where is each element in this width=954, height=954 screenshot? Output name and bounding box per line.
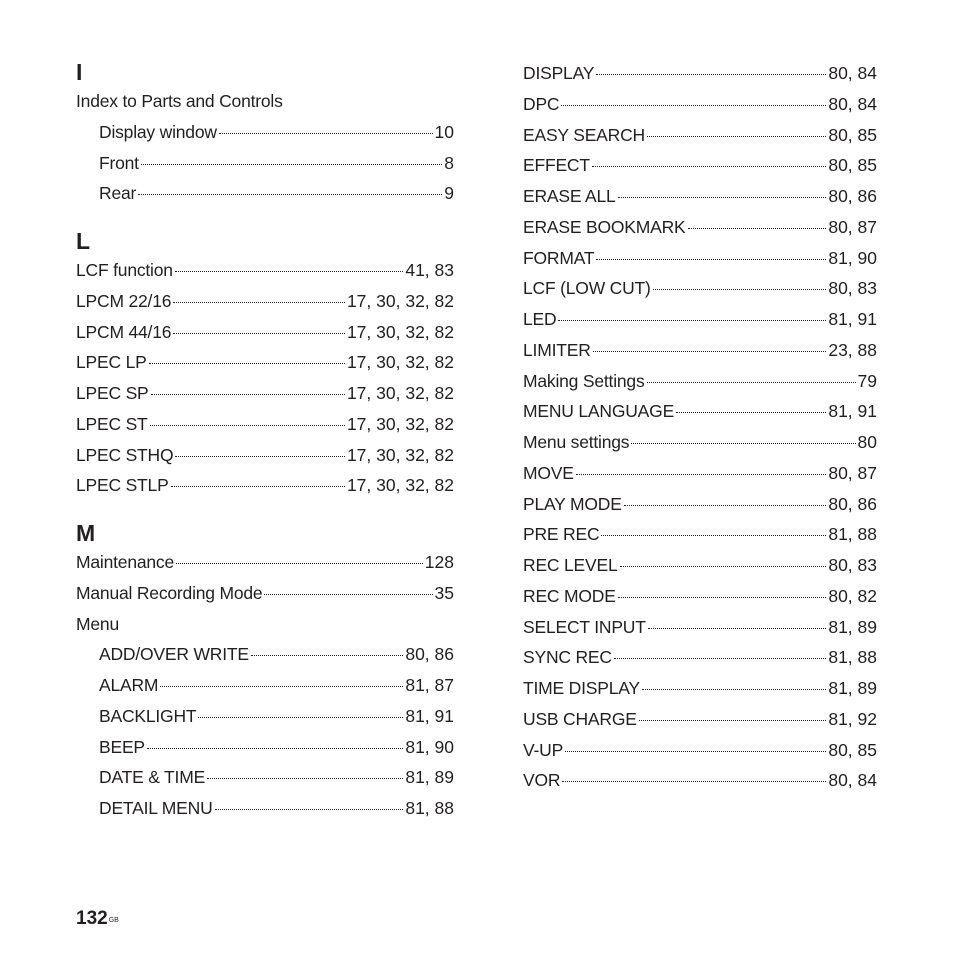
dot-leader	[149, 362, 345, 364]
index-page-refs: 81, 90	[405, 736, 454, 757]
index-entry	[523, 735, 877, 766]
dot-leader	[160, 685, 403, 687]
index-term: ERASE ALL	[523, 186, 616, 206]
dot-leader	[175, 270, 404, 272]
dot-leader	[215, 808, 404, 810]
index-term: LPCM 22/16	[76, 290, 172, 311]
index-page-refs: 17, 30, 32, 82	[346, 413, 454, 434]
dot-leader	[558, 319, 826, 321]
index-term: EASY SEARCH	[523, 124, 645, 145]
dot-leader	[624, 504, 827, 506]
page-number-value: 132	[76, 908, 108, 929]
index-term: BACKLIGHT	[99, 705, 197, 726]
index-term: Maintenance	[76, 552, 175, 572]
index-entry	[523, 58, 877, 89]
index-entry	[523, 212, 877, 243]
index-page-refs: 17, 30, 32, 82	[346, 290, 454, 311]
dot-leader	[593, 350, 827, 352]
index-page-refs: 80, 86	[828, 493, 877, 514]
index-page-refs: 81, 88	[828, 524, 877, 545]
index-term: Menu settings	[523, 432, 630, 452]
section-letter-heading: I	[76, 59, 83, 85]
index-term: LPEC STHQ	[76, 444, 174, 465]
index-entry	[76, 609, 454, 640]
index-page-refs: 81, 87	[405, 675, 454, 695]
dot-leader	[648, 627, 827, 629]
index-page-refs: 81, 89	[828, 616, 877, 637]
index-term: PRE REC	[523, 524, 600, 545]
index-page-refs: 80, 82	[828, 585, 877, 606]
dot-leader	[173, 332, 345, 334]
index-page-refs: 128	[424, 552, 454, 572]
dot-leader	[176, 562, 423, 564]
index-term: REC MODE	[523, 585, 616, 606]
index-entry	[523, 273, 877, 304]
index-page-refs: 81, 91	[828, 309, 877, 329]
index-subentry	[76, 117, 454, 148]
index-page-refs: 80, 86	[405, 644, 454, 665]
index-entry	[523, 335, 877, 366]
index-term: LPEC ST	[76, 413, 148, 434]
region-code: GB	[108, 917, 119, 924]
index-term: TIME DISPLAY	[523, 678, 640, 698]
dot-leader	[642, 688, 826, 690]
index-page-refs: 80, 87	[828, 216, 877, 237]
index-page-refs: 81, 89	[405, 767, 454, 788]
index-entry	[523, 519, 877, 550]
index-entry	[76, 378, 454, 409]
index-term: BEEP	[99, 736, 145, 757]
index-entry	[523, 427, 877, 458]
section-letter-heading: L	[76, 228, 91, 254]
index-page-refs: 81, 91	[405, 705, 454, 726]
index-term: SYNC REC	[523, 647, 612, 668]
index-term: Front	[99, 152, 139, 173]
dot-leader	[592, 165, 826, 167]
index-entry	[523, 704, 877, 735]
index-page-refs: 80, 84	[828, 93, 877, 114]
dot-leader	[601, 534, 826, 536]
index-entry	[76, 578, 454, 609]
index-entry	[523, 612, 877, 643]
index-left-column	[76, 58, 454, 824]
dot-leader	[147, 747, 403, 749]
index-subentry	[76, 732, 454, 763]
index-page-refs: 8	[444, 152, 454, 173]
index-page-refs: 81, 88	[828, 647, 877, 668]
dot-leader	[688, 227, 827, 229]
index-entry	[523, 89, 877, 120]
index-entry	[523, 489, 877, 520]
index-entry	[76, 547, 454, 578]
index-page-refs: 35	[434, 582, 454, 603]
index-page-refs: 80, 85	[828, 155, 877, 176]
dot-leader	[264, 593, 432, 595]
index-term: LPEC LP	[76, 352, 147, 373]
dot-leader	[207, 777, 403, 779]
dot-leader	[251, 654, 403, 656]
index-term: PLAY MODE	[523, 493, 622, 514]
index-page-refs: 41, 83	[405, 260, 454, 280]
index-term: USB CHARGE	[523, 708, 637, 729]
index-page-refs: 80, 83	[828, 278, 877, 299]
index-term: LIMITER	[523, 339, 591, 360]
index-term: Display window	[99, 121, 217, 142]
index-term: ALARM	[99, 675, 159, 695]
index-entry	[76, 317, 454, 348]
index-page-refs: 80, 87	[828, 462, 877, 483]
index-page-refs: 17, 30, 32, 82	[346, 383, 454, 403]
index-term: LCF (LOW CUT)	[523, 278, 651, 299]
index-page-refs: 80, 84	[828, 63, 877, 83]
dot-leader	[614, 657, 827, 659]
index-subentry	[76, 701, 454, 732]
dot-leader	[647, 135, 826, 137]
index-page-refs: 80, 86	[828, 186, 877, 206]
index-page-refs: 81, 92	[828, 708, 877, 729]
index-page-refs: 17, 30, 32, 82	[346, 444, 454, 465]
index-entry	[523, 150, 877, 181]
index-entry	[523, 304, 877, 335]
index-term: VOR	[523, 770, 561, 791]
dot-leader	[620, 565, 827, 567]
index-page-refs: 80, 85	[828, 739, 877, 760]
index-term: Menu	[76, 613, 119, 634]
index-subentry	[76, 793, 454, 824]
index-entry	[76, 86, 454, 117]
index-page-refs: 81, 90	[828, 247, 877, 268]
index-term: FORMAT	[523, 247, 595, 268]
index-entry	[76, 286, 454, 317]
index-entry	[76, 255, 454, 286]
index-term: DETAIL MENU	[99, 798, 213, 818]
index-term: LPEC SP	[76, 383, 149, 403]
index-subentry	[76, 639, 454, 670]
index-term: SELECT INPUT	[523, 616, 646, 637]
dot-leader	[141, 163, 442, 165]
index-entry	[523, 396, 877, 427]
dot-leader	[653, 288, 827, 290]
index-subentry	[76, 178, 454, 209]
index-page-refs: 23, 88	[828, 339, 877, 360]
index-entry	[523, 458, 877, 489]
index-term: MENU LANGUAGE	[523, 401, 675, 422]
index-page-refs: 81, 91	[828, 401, 877, 422]
dot-leader	[576, 473, 827, 475]
dot-leader	[618, 196, 827, 198]
dot-leader	[618, 596, 827, 598]
index-entry	[523, 765, 877, 796]
index-term: EFFECT	[523, 155, 590, 176]
index-term: V-UP	[523, 739, 564, 760]
index-entry	[523, 642, 877, 673]
index-subentry	[76, 148, 454, 179]
index-term: ERASE BOOKMARK	[523, 216, 686, 237]
index-term: DPC	[523, 93, 560, 114]
index-entry	[76, 470, 454, 501]
index-subentry	[76, 762, 454, 793]
dot-leader	[150, 424, 345, 426]
index-term: DISPLAY	[523, 63, 595, 83]
index-page-refs: 80	[857, 432, 877, 452]
index-term: Index to Parts and Controls	[76, 91, 283, 111]
dot-leader	[171, 485, 345, 487]
index-entry	[523, 181, 877, 212]
dot-leader	[219, 132, 433, 134]
index-entry	[76, 347, 454, 378]
dot-leader	[561, 104, 826, 106]
index-entry	[76, 409, 454, 440]
index-subentry	[76, 670, 454, 701]
index-entry	[76, 440, 454, 471]
index-page-refs: 80, 85	[828, 124, 877, 145]
index-entry	[523, 366, 877, 397]
index-page-refs: 9	[444, 183, 454, 204]
dot-leader	[562, 780, 826, 782]
dot-leader	[138, 193, 442, 195]
index-page-refs: 17, 30, 32, 82	[346, 321, 454, 342]
dot-leader	[676, 411, 826, 413]
index-page-refs: 80, 84	[828, 770, 877, 791]
dot-leader	[631, 442, 855, 444]
index-page-refs: 80, 83	[828, 555, 877, 575]
index-right-column	[523, 58, 877, 796]
index-term: MOVE	[523, 462, 574, 483]
index-page-refs: 10	[434, 121, 454, 142]
index-entry	[523, 120, 877, 151]
index-term: LPEC STLP	[76, 475, 169, 496]
index-page-refs: 79	[857, 370, 877, 391]
dot-leader	[596, 73, 826, 75]
page-number	[76, 906, 119, 932]
dot-leader	[596, 258, 826, 260]
index-entry	[523, 243, 877, 274]
dot-leader	[639, 719, 827, 721]
index-term: Rear	[99, 183, 137, 204]
index-term: Manual Recording Mode	[76, 582, 263, 603]
index-entry	[523, 550, 877, 581]
index-page-refs: 17, 30, 32, 82	[346, 475, 454, 496]
index-page-refs: 81, 89	[828, 678, 877, 698]
index-term: DATE & TIME	[99, 767, 206, 788]
index-page-refs: 17, 30, 32, 82	[346, 352, 454, 373]
index-entry	[523, 581, 877, 612]
index-term: ADD/OVER WRITE	[99, 644, 249, 665]
dot-leader	[198, 716, 403, 718]
index-page-refs: 81, 88	[405, 798, 454, 818]
index-term: LPCM 44/16	[76, 321, 172, 342]
dot-leader	[151, 393, 345, 395]
index-term: REC LEVEL	[523, 555, 618, 575]
index-term: LED	[523, 309, 557, 329]
index-term: LCF function	[76, 260, 173, 280]
index-entry	[523, 673, 877, 704]
section-letter-heading: M	[76, 520, 96, 546]
dot-leader	[175, 455, 345, 457]
dot-leader	[565, 750, 826, 752]
index-term: Making Settings	[523, 370, 645, 391]
dot-leader	[173, 301, 345, 303]
dot-leader	[647, 381, 856, 383]
